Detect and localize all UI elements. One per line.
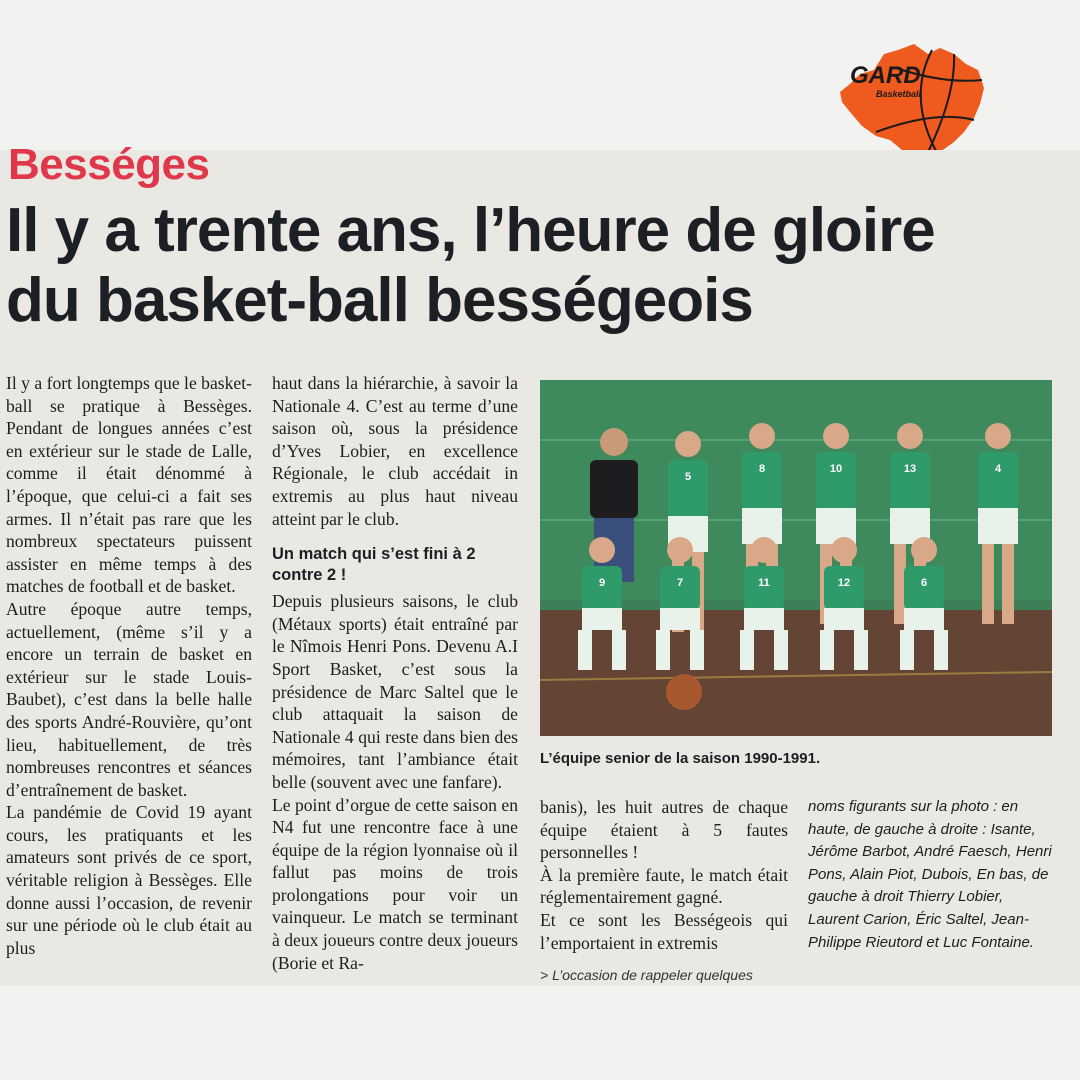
team-photo-image (540, 380, 1052, 736)
headline-line-2: du basket-ball bességeois (6, 266, 753, 335)
paragraph: Autre époque autre temps, actuellement, (même s’il y a encore un terrain de basket en extérieur sur le stade Louis-Baubet), c’est dans la belle halle des sports André-Rouvière, qu’ont lieu, habituellement, de très nombreuses rencontres et séances d’entraînement de basket. (6, 598, 252, 800)
paragraph: À la première faute, le match était réglementairement gagné. (540, 864, 788, 908)
paragraph: Il y a fort longtemps que le basket-ball se pratique à Bessèges. Pendant de longues années c’est en extérieur sur le stade de Lalle, comme il était dénommé à l’époque, que celui-ci a fait ses armes. Il n’était pas rare que les nombreux spectateurs puissent assister en même temps à des matches de football et de basket. (6, 373, 252, 597)
photo-caption: L’équipe senior de la saison 1990-1991. (540, 750, 821, 767)
article-headline (6, 196, 1076, 336)
jersey-number: 13 (903, 463, 917, 475)
team-photo (540, 380, 1052, 736)
jersey-number: 4 (994, 463, 1002, 475)
jersey-number: 7 (676, 577, 684, 589)
article-kicker: Bességes (8, 140, 210, 189)
basketball-icon (666, 674, 702, 710)
article-column-1 (6, 372, 252, 986)
article-subheading: Un match qui s’est fini à 2 contre 2 ! (272, 545, 476, 585)
jersey-number: 9 (598, 577, 606, 589)
article-column-3 (540, 796, 788, 986)
paragraph: Depuis plusieurs saisons, le club (Métaux sports) était entraîné par le Nîmois Henri Pons. Devenu A.I Sport Basket, c’est sous la présidence de Marc Saltel que le club attaquait la saison de Nationale 4 qui reste dans bien des mémoires, tant l’ambiance était belle (souvent avec une fanfare). (272, 591, 518, 792)
logo-wordmark: GARD (850, 62, 921, 89)
jersey-number: 8 (758, 463, 766, 475)
jersey-number: 12 (837, 577, 851, 589)
paragraph: Et ce sont les Bességeois qui l’emportaient in extremis (540, 909, 788, 953)
headline-line-1: Il y a trente ans, l’heure de gloire (6, 196, 935, 265)
logo-subtitle: Basketball (876, 89, 922, 99)
continued-teaser: > L’occasion de rappeler quelques (540, 967, 753, 984)
bottom-margin (0, 986, 1080, 1080)
jersey-number: 11 (758, 577, 770, 589)
paragraph: banis), les huit autres de chaque équipe étaient à 5 fautes personnelles ! (540, 797, 788, 863)
paragraph: La pandémie de Covid 19 ayant cours, les pratiquants et les amateurs sont privés de ce sport, véritable religion à Bessèges. Elle donne aussi l’occasion, de revenir sur une période où le club était au plus (6, 802, 252, 958)
paragraph: Le point d’orgue de cette saison en N4 fut une rencontre face à une équipe de la région lyonnaise où il fallut pas moins de trois prolongations pour voir un vainqueur. Le match se terminant à deux joueurs contre deux joueurs (Borie et Ra- (272, 794, 518, 973)
photo-names-text: noms figurants sur la photo : en haute, de gauche à droite : Isante, Jérôme Barbot, André Faesch, Henri Pons, Alain Piot, Dubois, En bas, de gauche à droit Thierry Lobier, Laurent Carion, Éric Saltel, Jean-Philippe Rieutord et Luc Fontaine. (808, 798, 1052, 951)
jersey-number: 6 (920, 577, 928, 589)
jersey-number: 5 (684, 471, 692, 483)
paragraph: haut dans la hiérarchie, à savoir la Nationale 4. C’est au terme d’une saison où, sous la présidence d’Yves Lobier, en excellence Régionale, le club accédait in extremis au plus haut niveau atteint par le club. (272, 373, 518, 529)
jersey-number: 10 (829, 463, 843, 475)
article-column-2 (272, 372, 518, 986)
